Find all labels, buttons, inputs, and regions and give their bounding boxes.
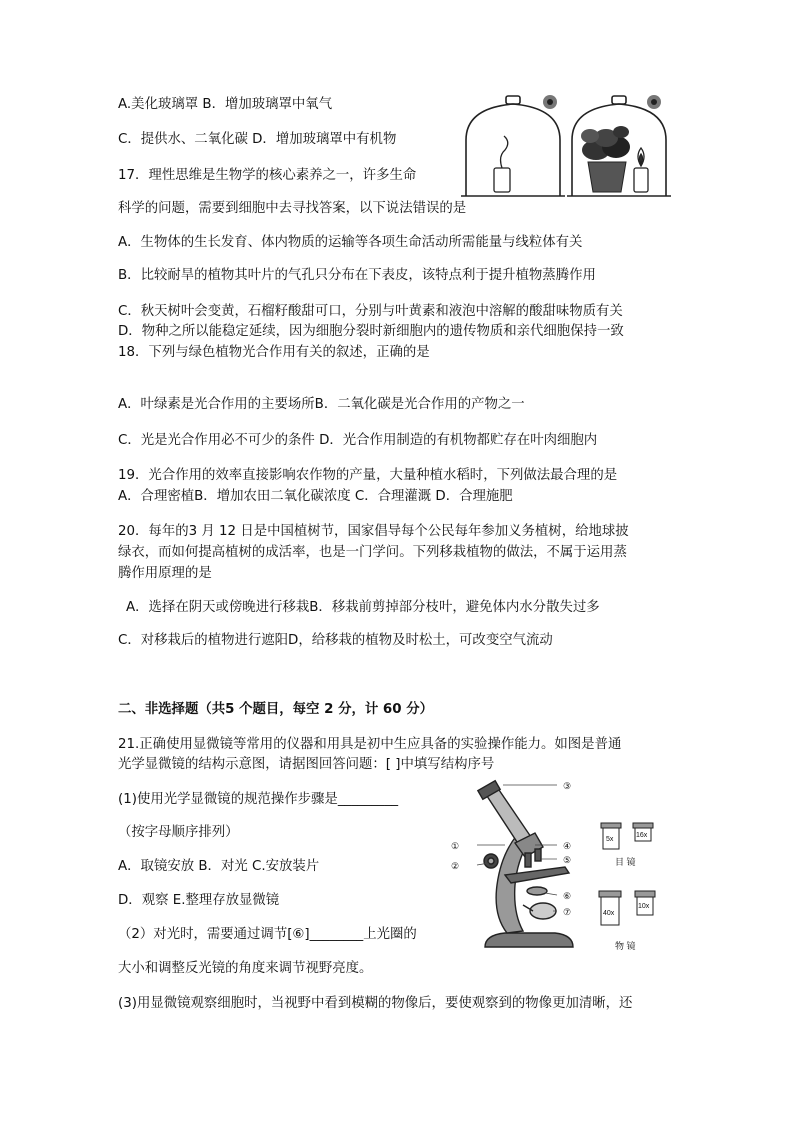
microscope-figure [445,775,680,955]
q17-option-b: B．比较耐旱的植物其叶片的气孔只分布在下表皮，该特点利于提升植物蒸腾作用 [118,268,596,283]
q17-option-d: D．物种之所以能稳定延续，因为细胞分裂时新细胞内的遗传物质和亲代细胞保持一致 [118,324,624,339]
q17-option-a: A．生物体的生长发育、体内物质的运输等各项生命活动所需能量与线粒体有关 [118,235,583,250]
label-1: ① [451,841,460,851]
microscope-drawing [478,781,573,947]
sun-icon [647,95,661,109]
sun-icon [543,95,557,109]
eyepiece-16x-label: 16x [636,832,648,839]
objective-40x-label: 40x [603,910,615,917]
q21-intro-a: 21.正确使用显微镜等常用的仪器和用具是初中生应具备的实验操作能力。如图是普通 [118,737,622,752]
q21-part1: (1)使用光学显微镜的规范操作步骤是_________ [118,792,399,807]
section-heading: 二、非选择题（共5 个题目，每空 2 分，计 60 分） [118,702,433,717]
q20-options-cd: C．对移栽后的植物进行遮阳D，给移栽的植物及时松土，可改变空气流动 [118,633,553,648]
label-2: ② [451,861,460,871]
q21-part1-note: （按字母顺序排列） [118,825,239,840]
q21-part2-b: 大小和调整反光镜的角度来调节视野亮度。 [118,961,373,976]
objective-caption: 物 镜 [615,941,636,951]
eyepiece-5x-label: 5x [606,836,614,843]
eyepiece-caption: 目 镜 [615,857,636,867]
extinguished-candle [494,136,510,192]
q18-options-ab: A．叶绿素是光合作用的主要场所B．二氧化碳是光合作用的产物之一 [118,397,525,412]
q17-option-c: C．秋天树叶会变黄，石榴籽酸甜可口，分别与叶黄素和液泡中溶解的酸甜味物质有关 [118,304,623,319]
q21-intro-b: 光学显微镜的结构示意图，请据图回答问题：[ ]中填写结构序号 [118,757,495,772]
q19-options: A．合理密植B．增加农田二氧化碳浓度 C．合理灌溉 D．合理施肥 [118,489,513,504]
lit-candle [634,148,648,192]
q21-part2-a: （2）对光时，需要通过调节[⑥]________上光圈的 [118,927,417,942]
q20-options-ab: A．选择在阴天或傍晚进行移栽B．移栽前剪掉部分枝叶，避免体内水分散失过多 [126,600,600,615]
q17-stem-b: 科学的问题，需要到细胞中去寻找答案，以下说法错误的是 [118,201,467,216]
q18-options-cd: C．光是光合作用必不可少的条件 D．光合作用制造的有机物都贮存在叶肉细胞内 [118,433,598,448]
q20-stem-a: 20．每年的3 月 12 日是中国植树节，国家倡导每个公民每年参加义务植树，给地球披 [118,524,629,539]
q19-stem: 19．光合作用的效率直接影响农作物的产量，大量种植水稻时，下列做法最合理的是 [118,468,618,483]
q21-part1-options-abc: A．取镜安放 B．对光 C.安放装片 [118,859,320,874]
q20-stem-c: 腾作用原理的是 [118,566,212,581]
q16-options-line2: C．提供水、二氧化碳 D．增加玻璃罩中有机物 [118,132,397,147]
q20-stem-b: 绿衣，而如何提高植树的成活率，也是一门学问。下列移栽植物的做法，不属于运用蒸 [118,545,627,560]
label-3: ③ [563,781,572,791]
q17-stem-a: 17．理性思维是生物学的核心素养之一，许多生命 [118,168,417,183]
label-7: ⑦ [563,907,572,917]
q21-part3: (3)用显微镜观察细胞时，当视野中看到模糊的物像后，要使观察到的物像更加清晰，还 [118,996,633,1011]
label-6: ⑥ [563,891,572,901]
potted-plant [581,126,630,192]
objective-40x [599,891,621,925]
label-4: ④ [563,841,572,851]
objective-10x-label: 10x [638,903,650,910]
q18-stem: 18．下列与绿色植物光合作用有关的叙述，正确的是 [118,345,430,360]
bell-jar-experiment-figure [458,92,680,202]
bell-jar-left [461,96,565,196]
q16-options-line1: A.美化玻璃罩 B．增加玻璃罩中氧气 [118,97,333,112]
q21-part1-options-de: D．观察 E.整理存放显微镜 [118,893,280,908]
label-5: ⑤ [563,855,572,865]
